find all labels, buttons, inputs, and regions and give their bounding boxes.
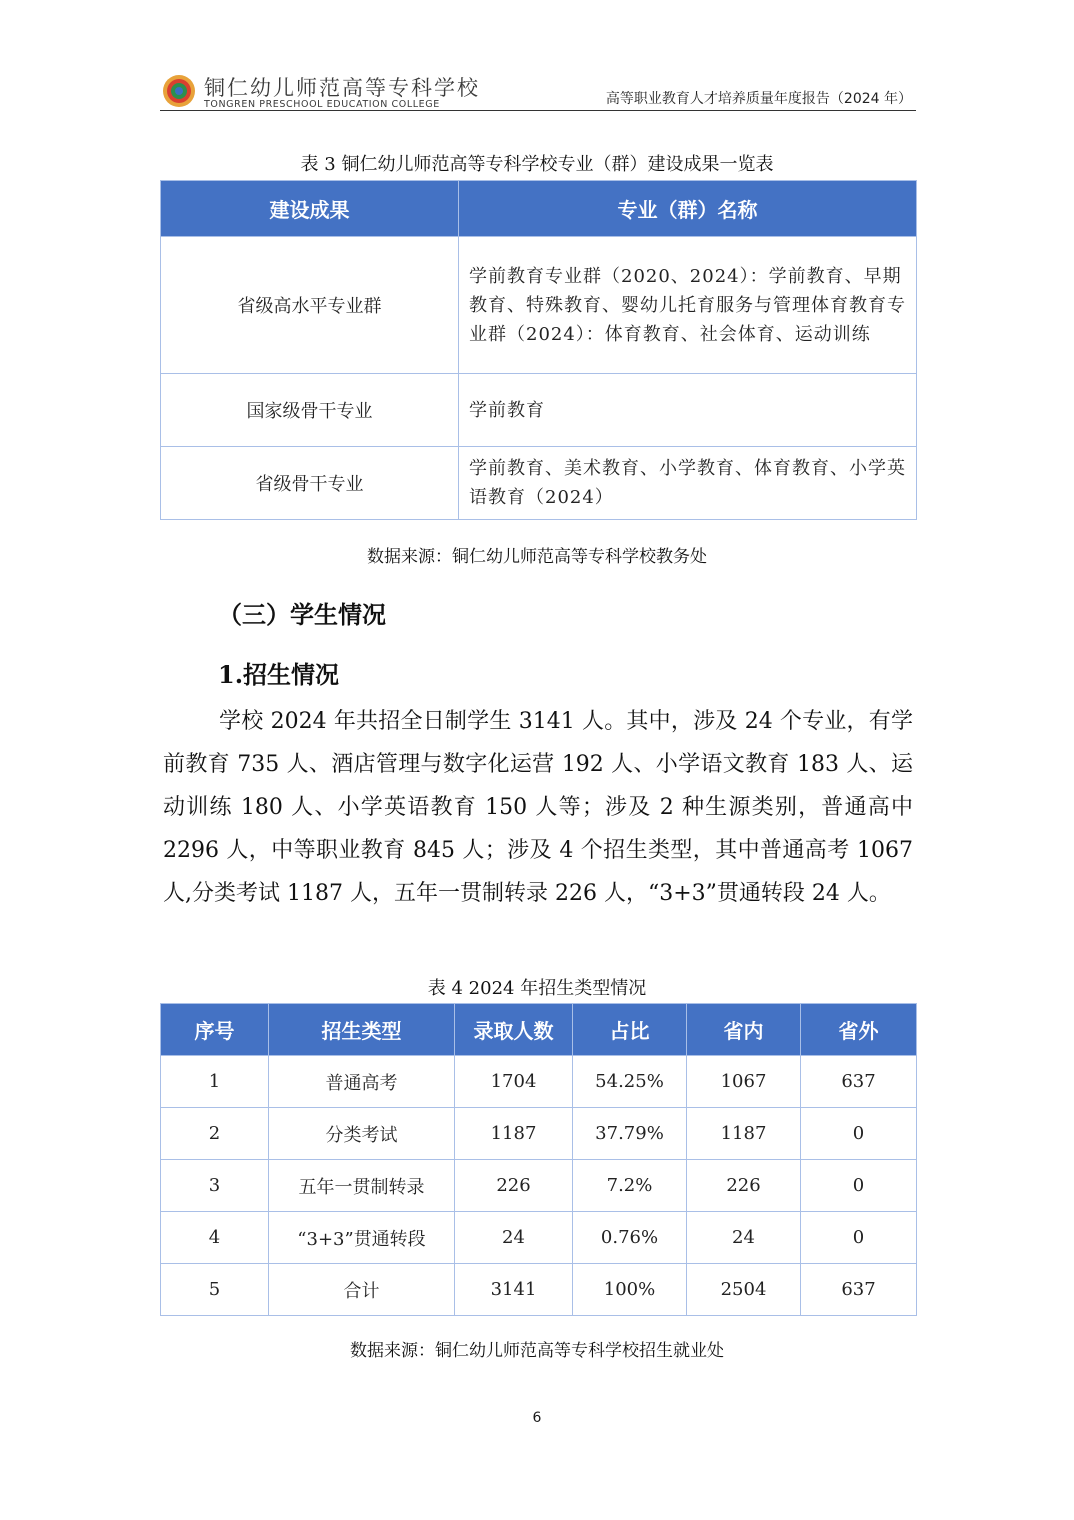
table3-header-cell: 专业（群）名称 [459, 181, 917, 237]
table4-cell: 3141 [455, 1264, 573, 1316]
table4-cell: 2504 [687, 1264, 801, 1316]
table4-cell: 7.2% [573, 1160, 687, 1212]
table3-cell-names: 学前教育、美术教育、小学教育、体育教育、小学英语教育（2024） [459, 447, 917, 520]
table-row [161, 237, 917, 374]
table4-cell: 3 [161, 1160, 269, 1212]
table3-source: 数据来源：铜仁幼儿师范高等专科学校教务处 [367, 547, 707, 567]
table4-cell: 1187 [687, 1108, 801, 1160]
table4-header-cell: 录取人数 [455, 1004, 573, 1056]
school-logo [162, 74, 196, 108]
table3 [160, 180, 917, 520]
header-divider [160, 110, 916, 111]
table3-caption: 表 3 铜仁幼儿师范高等专科学校专业（群）建设成果一览表 [300, 154, 774, 175]
table3-cell-names: 学前教育专业群（2020、2024）：学前教育、早期教育、特殊教育、婴幼儿托育服务与管理体育教育专业群（2024）：体育教育、社会体育、运动训练 [459, 237, 917, 374]
table4-header-cell: 招生类型 [269, 1004, 455, 1056]
table4-cell: 普通高考 [269, 1056, 455, 1108]
page-number: 6 [532, 1410, 542, 1426]
table4-cell: 226 [455, 1160, 573, 1212]
school-name-cn: 铜仁幼儿师范高等专科学校 [204, 76, 480, 100]
table3-cell-result: 省级骨干专业 [161, 447, 459, 520]
table-row [161, 1160, 917, 1212]
table3-header-row [161, 181, 917, 237]
table3-cell-names: 学前教育 [459, 374, 917, 447]
section-heading: （三）学生情况 [218, 600, 386, 629]
table4-cell: 0 [801, 1160, 917, 1212]
table4-cell: “3+3”贯通转段 [269, 1212, 455, 1264]
report-title: 高等职业教育人才培养质量年度报告（2024 年） [605, 91, 912, 107]
table4-cell: 637 [801, 1264, 917, 1316]
table4-header-row [161, 1004, 917, 1056]
table4-cell: 1067 [687, 1056, 801, 1108]
table4-cell: 100% [573, 1264, 687, 1316]
table3-header-cell: 建设成果 [161, 181, 459, 237]
body-paragraph: 学校 2024 年共招全日制学生 3141 人。其中，涉及 24 个专业，有学前教育 735 人、酒店管理与数字化运营 192 人、小学语文教育 183 人、运动训练 180 人、小学英语教育 150 人等；涉及 2 种生源类别，普通高中 2296 人，中等职业教育 845 人；涉及 4 个招生类型，其中普通高考 1067 人,分类考试 1187 人，五年一贯制转录 226 人，“3+3”贯通转段 24 人。 [163, 709, 913, 906]
table4-caption: 表 4 2024 年招生类型情况 [427, 978, 647, 999]
table4-cell: 0.76% [573, 1212, 687, 1264]
table4-header-cell: 省内 [687, 1004, 801, 1056]
table4-cell: 1704 [455, 1056, 573, 1108]
table4-cell: 2 [161, 1108, 269, 1160]
table4-cell: 24 [455, 1212, 573, 1264]
table-row [161, 374, 917, 447]
table4-source: 数据来源：铜仁幼儿师范高等专科学校招生就业处 [350, 1341, 724, 1361]
table-row [161, 1212, 917, 1264]
table4-cell: 0 [801, 1108, 917, 1160]
table-row [161, 447, 917, 520]
table4-header-cell: 占比 [573, 1004, 687, 1056]
table4-cell: 4 [161, 1212, 269, 1264]
table4-cell: 5 [161, 1264, 269, 1316]
table-row [161, 1056, 917, 1108]
table4-cell: 0 [801, 1212, 917, 1264]
section-subheading: 1.招生情况 [218, 660, 340, 689]
table3-cell-result: 省级高水平专业群 [161, 237, 459, 374]
school-name-en: TONGREN PRESCHOOL EDUCATION COLLEGE [204, 99, 440, 110]
table4-cell: 24 [687, 1212, 801, 1264]
table-row [161, 1108, 917, 1160]
table4-cell: 54.25% [573, 1056, 687, 1108]
table3-cell-result: 国家级骨干专业 [161, 374, 459, 447]
table4-cell: 226 [687, 1160, 801, 1212]
table4-cell: 37.79% [573, 1108, 687, 1160]
table4-cell: 五年一贯制转录 [269, 1160, 455, 1212]
table4-cell: 1187 [455, 1108, 573, 1160]
table4-cell: 637 [801, 1056, 917, 1108]
table4-cell: 1 [161, 1056, 269, 1108]
table4-header-cell: 序号 [161, 1004, 269, 1056]
table4 [160, 1003, 917, 1316]
table4-cell: 分类考试 [269, 1108, 455, 1160]
table-row [161, 1264, 917, 1316]
table4-header-cell: 省外 [801, 1004, 917, 1056]
table4-cell: 合计 [269, 1264, 455, 1316]
